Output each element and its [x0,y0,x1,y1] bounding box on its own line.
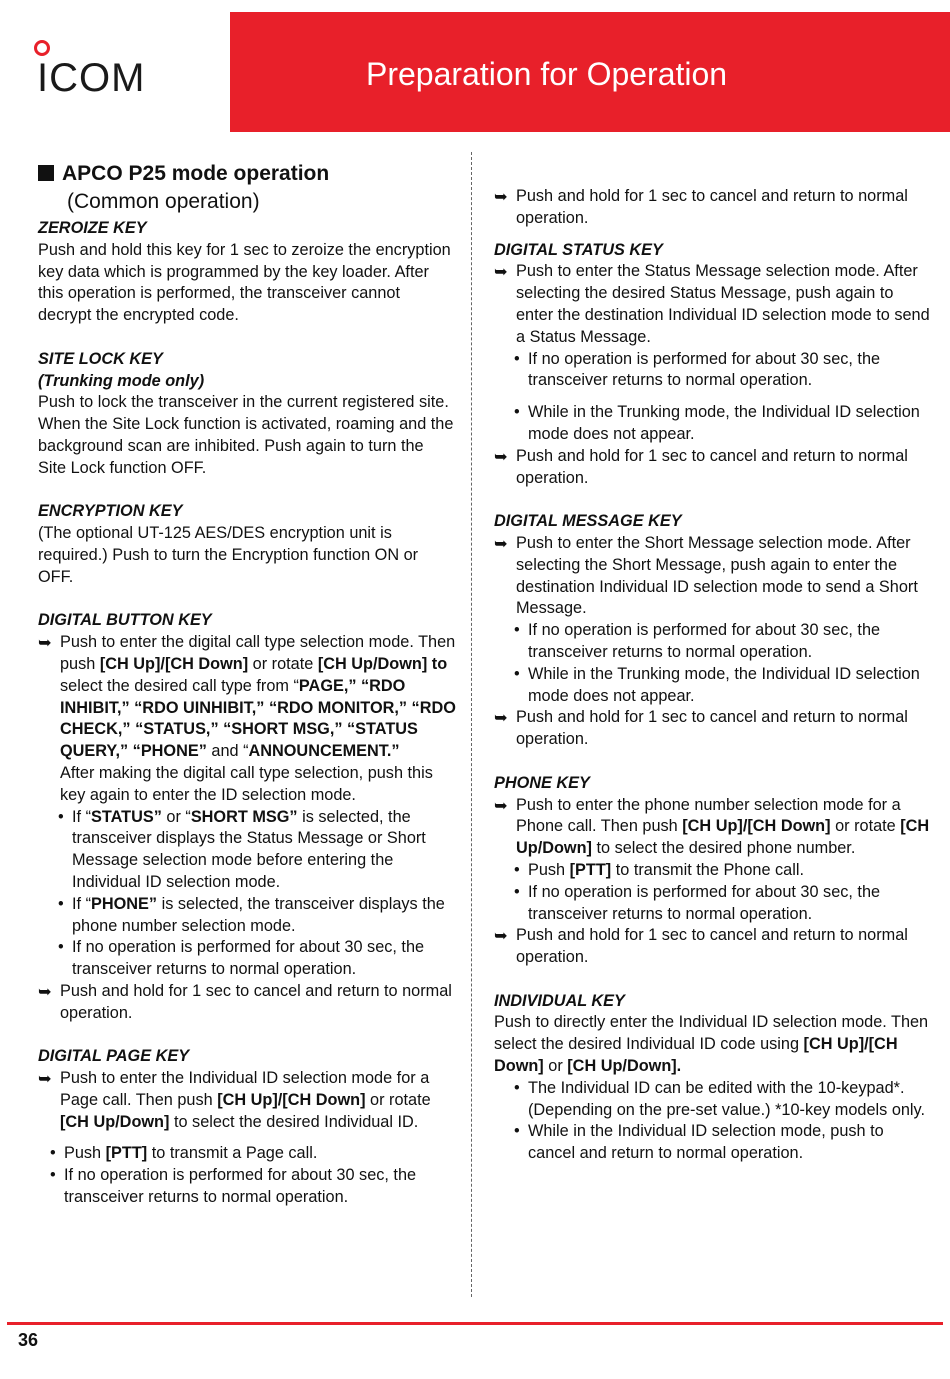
square-bullet-icon [38,165,54,181]
digital-page-note-2: • If no operation is performed for about 30 sec, the transceiver returns to normal operation. [50,1165,456,1209]
site-lock-key-subtitle: (Trunking mode only) [38,371,205,390]
digital-button-key-title: DIGITAL BUTTON KEY [38,611,212,630]
digital-status-key-title: DIGITAL STATUS KEY [494,240,663,259]
page-number: 36 [18,1330,39,1350]
digital-status-step-2: ➥ Push and hold for 1 sec to cancel and return to normal operation. [494,446,934,490]
phone-key-title: PHONE KEY [494,773,590,792]
phone-step-2: ➥ Push and hold for 1 sec to cancel and return to normal operation. [494,925,934,969]
digital-message-note-2: • While in the Trunking mode, the Individual ID selection mode does not appear. [514,664,934,708]
digital-button-note-3: • If no operation is performed for about 30 sec, the transceiver returns to normal operation. [58,937,456,981]
encryption-key-text: (The optional UT-125 AES/DES encryption unit is required.) Push to turn the Encryption function ON or OFF. [38,524,419,586]
digital-message-note-1: • If no operation is performed for about 30 sec, the transceiver returns to normal operation. [514,620,934,664]
digital-button-step-2: ➥ Push and hold for 1 sec to cancel and return to normal operation. [38,981,456,1025]
section-subtitle: (Common operation) [67,190,260,213]
digital-message-step-2: ➥ Push and hold for 1 sec to cancel and return to normal operation. [494,707,934,751]
individual-note-2: • While in the Individual ID selection mode, push to cancel and return to normal operation. [514,1121,934,1165]
logo-ring-icon [34,40,50,56]
icom-logo [34,40,164,110]
site-lock-key-text: Push to lock the transceiver in the current registered site. When the Site Lock function is activated, roaming and the background scan are inhibited. Push again to turn the Site Lock function OFF. [38,393,454,477]
digital-button-step-1: ➥ Push to enter the digital call type selection mode. Then push [CH Up]/[CH Down] or rotate [CH Up/Down] to select the desired call type from “PAGE,” “RDO INHIBIT,” “RDO UINHIBIT,” “RDO MONITOR,” “RDO CHECK,” “STATUS,” “SHORT MSG,” “STATUS QUERY,” “PHONE” and “ANNOUNCEMENT.” [38,632,456,763]
column-divider [471,152,472,1297]
phone-step-1: ➥ Push to enter the phone number selection mode for a Phone call. Then push [CH Up]/[CH Down] or rotate [CH Up/Down] to select the desired phone number. [494,795,934,860]
zeroize-key-title: ZEROIZE KEY [38,219,147,237]
digital-button-step-1-after: After making the digital call type selection, push this key again to enter the ID selection mode. [60,763,433,804]
digital-message-step-1: ➥ Push to enter the Short Message selection mode. After selecting the Short Message, push again to enter the destination Individual ID selection mode to send a Short Message. [494,533,934,620]
digital-page-key-title: DIGITAL PAGE KEY [38,1047,190,1066]
digital-status-note-1: • If no operation is performed for about 30 sec, the transceiver returns to normal operation. [514,349,934,393]
section-title: APCO P25 mode operation [38,160,456,188]
digital-page-step-1: ➥ Push to enter the Individual ID selection mode for a Page call. Then push [CH Up]/[CH Down] or rotate [CH Up/Down] to select the desired Individual ID. [38,1068,456,1133]
digital-page-step-2: ➥ Push and hold for 1 sec to cancel and return to normal operation. [494,186,934,230]
phone-note-2: • If no operation is performed for about 30 sec, the transceiver returns to normal operation. [514,882,934,926]
footer-rule [7,1322,943,1325]
header-banner [230,12,950,132]
digital-button-note-1: • If “STATUS” or “SHORT MSG” is selected, the transceiver displays the Status Message or Short Message selection mode before entering the Individual ID selection mode. [58,807,456,894]
page-title: Preparation for Operation [366,56,728,92]
left-column [38,160,456,1209]
digital-button-note-2: • If “PHONE” is selected, the transceiver displays the phone number selection mode. [58,894,456,938]
encryption-key-title: ENCRYPTION KEY [38,502,183,521]
individual-note-1: • The Individual ID can be edited with the 10-keypad*. (Depending on the pre-set value.) *10-key models only. [514,1078,934,1122]
zeroize-key-text: Push and hold this key for 1 sec to zeroize the encryption key data which is programmed by the key loader. After this operation is performed, the transceiver cannot decrypt the encrypted code. [38,240,451,325]
site-lock-key-title: SITE LOCK KEY [38,349,163,368]
digital-status-step-1: ➥ Push to enter the Status Message selection mode. After selecting the desired Status Message, push again to enter the destination Individual ID selection mode to send a Status Message. [494,261,934,348]
digital-status-note-2: • While in the Trunking mode, the Individual ID selection mode does not appear. [514,402,934,446]
right-column [494,186,934,1165]
digital-message-key-title: DIGITAL MESSAGE KEY [494,512,682,531]
logo-text: ICOM [37,56,146,100]
digital-page-note-1: • Push [PTT] to transmit a Page call. [50,1143,456,1165]
phone-note-1: • Push [PTT] to transmit the Phone call. [514,860,934,882]
individual-key-text: Push to directly enter the Individual ID selection mode. Then select the desired Individual ID code using [CH Up]/[CH Down] or [CH Up/Down]. [494,1013,929,1076]
individual-key-title: INDIVIDUAL KEY [494,991,625,1010]
